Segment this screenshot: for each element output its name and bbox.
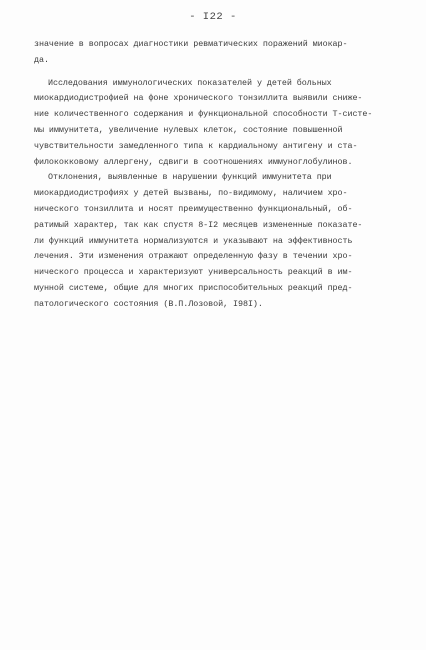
text-line: миокардиодистрофией на фоне хронического тонзиллита выявили сниже- xyxy=(34,93,363,104)
text-line: мы иммунитета, увеличение нулевых клеток, состояние повышенной xyxy=(34,124,343,135)
text-line: ратимый характер, так как спустя 8-I2 месяцев измененные показате- xyxy=(34,219,363,230)
text-line: ние количественного содержания и функциональной способности Т-систе- xyxy=(34,109,373,120)
page-number: - I22 - xyxy=(189,11,237,23)
text-line: Отклонения, выявленные в нарушении функций иммунитета при xyxy=(48,172,332,183)
paragraph-1 xyxy=(34,37,386,69)
text-line: чувствительности замедленного типа к кардиальному антигену и ста- xyxy=(34,140,358,151)
paragraph-2 xyxy=(34,76,386,171)
text-line: нического тонзиллита и носят преимущественно функциональный, об- xyxy=(34,203,353,214)
text-line: нического процесса и характеризуют универсальность реакций в им- xyxy=(34,267,353,278)
text-line: Исследования иммунологических показателей у детей больных xyxy=(48,77,332,88)
text-line: миокардиодистрофиях у детей вызваны, по-видимому, наличием хро- xyxy=(34,188,348,199)
text-line: ли функций иммунитета нормализуются и указывают на эффективность xyxy=(34,235,353,246)
paragraph-3 xyxy=(34,170,386,312)
body-text xyxy=(34,37,386,313)
text-line: филококковому аллергену, сдвиги в соотношениях иммуноглобулинов. xyxy=(34,156,353,167)
text-line: лечения. Эти изменения отражают определенную фазу в течении хро- xyxy=(34,251,353,262)
text-line: значение в вопросах диагностики ревматических поражений миокар- xyxy=(34,39,348,49)
text-line: да. xyxy=(34,54,49,65)
text-line: мунной системе, общие для многих приспособительных реакций пред- xyxy=(34,282,353,293)
text-line: патологического состояния (В.П.Лозовой, I98I). xyxy=(34,298,263,309)
